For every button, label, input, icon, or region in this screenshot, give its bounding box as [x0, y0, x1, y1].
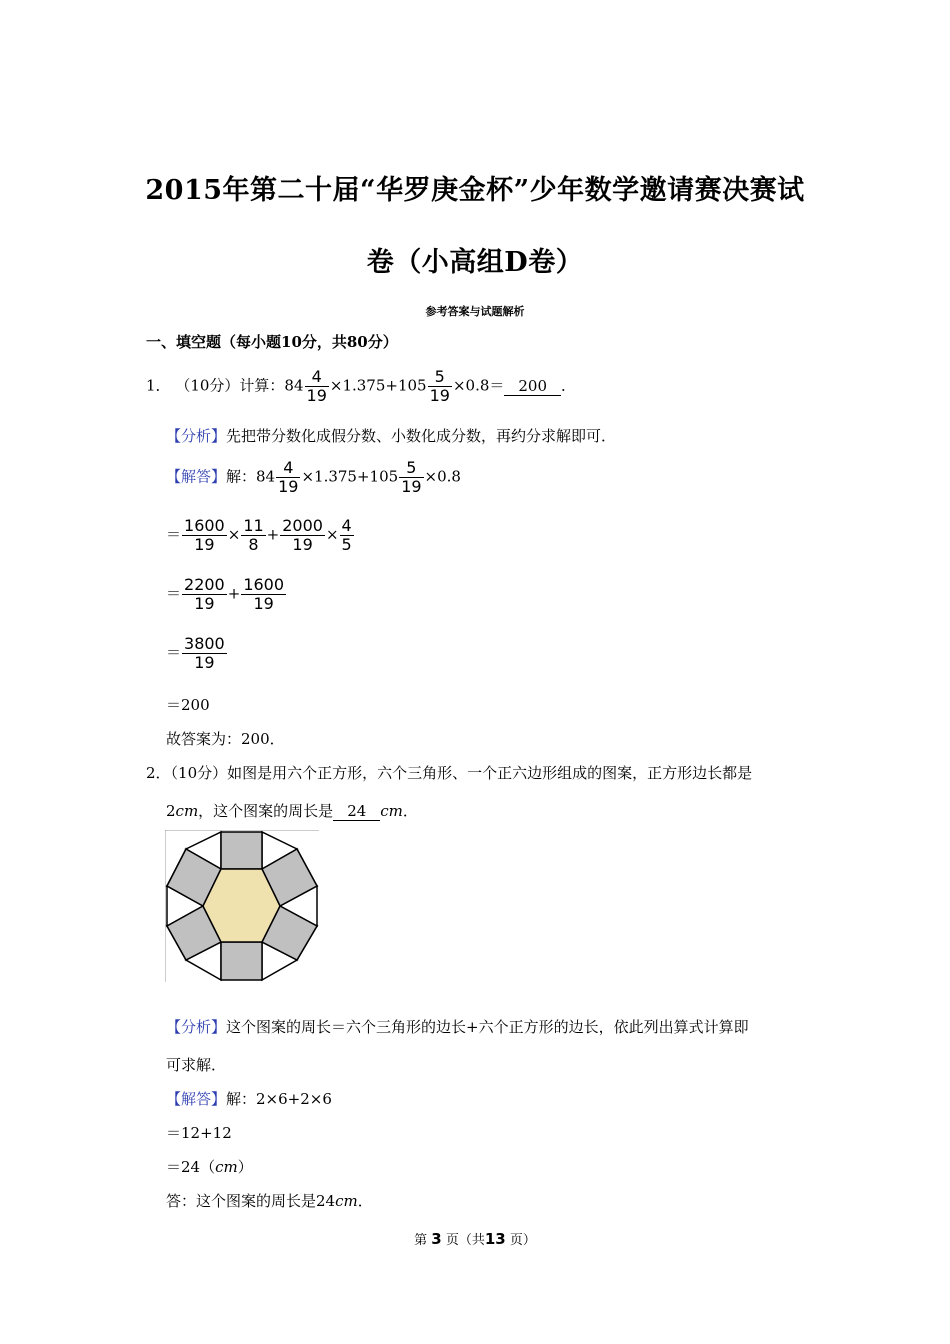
square-top — [221, 832, 262, 869]
subtitle: 参考答案与试题解析 — [425, 305, 525, 318]
page-title-line2: 卷（小高组D卷） — [366, 247, 584, 278]
analysis — [166, 425, 616, 446]
question-text: （10分）计算：84 — [175, 376, 304, 395]
q2-analysis — [166, 1016, 749, 1037]
analysis-text: 先把带分数化成假分数、小数化成分数，再约分求解即可． — [226, 427, 617, 445]
fraction: $\frac{1600}{19}$ — [243, 575, 285, 613]
page-number: 3 — [431, 1230, 442, 1248]
fraction: $\frac{4}{19}$ — [278, 458, 299, 496]
answer-blank: 200 — [504, 377, 561, 396]
fraction: $\frac{11}{8}$ — [243, 516, 264, 554]
page-total: 13 — [484, 1230, 506, 1248]
analysis-tag: 【分析】 — [166, 1018, 227, 1036]
solution-step-4: ＝200 — [166, 696, 210, 714]
solution-step-1: ＝ $\frac{1600}{19}$ × $\frac{11}{8}$ + $\frac{2000}{19}$ × $\frac{4}{5}$ — [166, 516, 352, 554]
q2-final-answer: 答：这个图案的周长是24cm． — [166, 1192, 373, 1210]
dodecagon-pattern-figure — [165, 830, 319, 982]
solution-tag: 【解答】 — [166, 1090, 227, 1108]
fraction: $\frac{5}{19}$ — [429, 367, 450, 405]
page-footer: 第 3 页（共13 页） — [414, 1230, 536, 1248]
solution: 【解答】解：84 $\frac{4}{19}$ ×1.375+105 $\frac{5}{19}$ ×0.8 — [166, 458, 461, 496]
question-number: 2． — [146, 764, 171, 782]
fraction: $\frac{3800}{19}$ — [184, 634, 225, 672]
fraction: $\frac{4}{19}$ — [306, 367, 327, 405]
fraction: $\frac{2200}{19}$ — [184, 575, 225, 613]
solution-step-2: ＝ $\frac{2200}{19}$ + $\frac{1600}{19}$ — [166, 575, 285, 613]
q2-analysis-line2: 可求解． — [166, 1056, 227, 1074]
fraction: $\frac{5}{19}$ — [401, 458, 422, 496]
analysis-tag: 【分析】 — [166, 427, 227, 445]
solution-tag: 【解答】 — [166, 467, 227, 486]
square-bottom — [221, 942, 262, 980]
section-heading: 一、填空题（每小题10分，共80分） — [146, 333, 398, 351]
fraction: $\frac{2000}{19}$ — [282, 516, 323, 554]
q2-solution-step-1: ＝12+12 — [166, 1124, 232, 1142]
analysis-text: 这个图案的周长＝六个三角形的边长+六个正方形的边长，依此列出算式计算即 — [226, 1018, 749, 1036]
q2-solution-step-2: ＝24（cm） — [166, 1158, 253, 1176]
question-number: 1． — [146, 376, 171, 395]
question-2-line2: 2cm，这个图案的周长是 24 cm． — [166, 802, 418, 820]
q2-solution: 【解答】解：2×6+2×6 — [166, 1090, 332, 1108]
fraction: $\frac{1600}{19}$ — [184, 516, 225, 554]
answer-blank: 24 — [333, 802, 380, 821]
question-text: （10分）如图是用六个正方形，六个三角形、一个正六边形组成的图案，正方形边长都是 — [170, 764, 753, 782]
fraction: $\frac{4}{5}$ — [341, 516, 352, 554]
question-2 — [146, 762, 752, 783]
conclusion: 故答案为：200． — [166, 730, 285, 748]
question-1: 1． （10分）计算：84 $\frac{4}{19}$ ×1.375+105 $\frac{5}{19}$ ×0.8＝ 200 ． — [146, 367, 577, 405]
page-title-line1: 2015年第二十届“华罗庚金杯”少年数学邀请赛决赛试 — [145, 175, 805, 206]
solution-step-3: ＝ $\frac{3800}{19}$ — [166, 634, 225, 672]
